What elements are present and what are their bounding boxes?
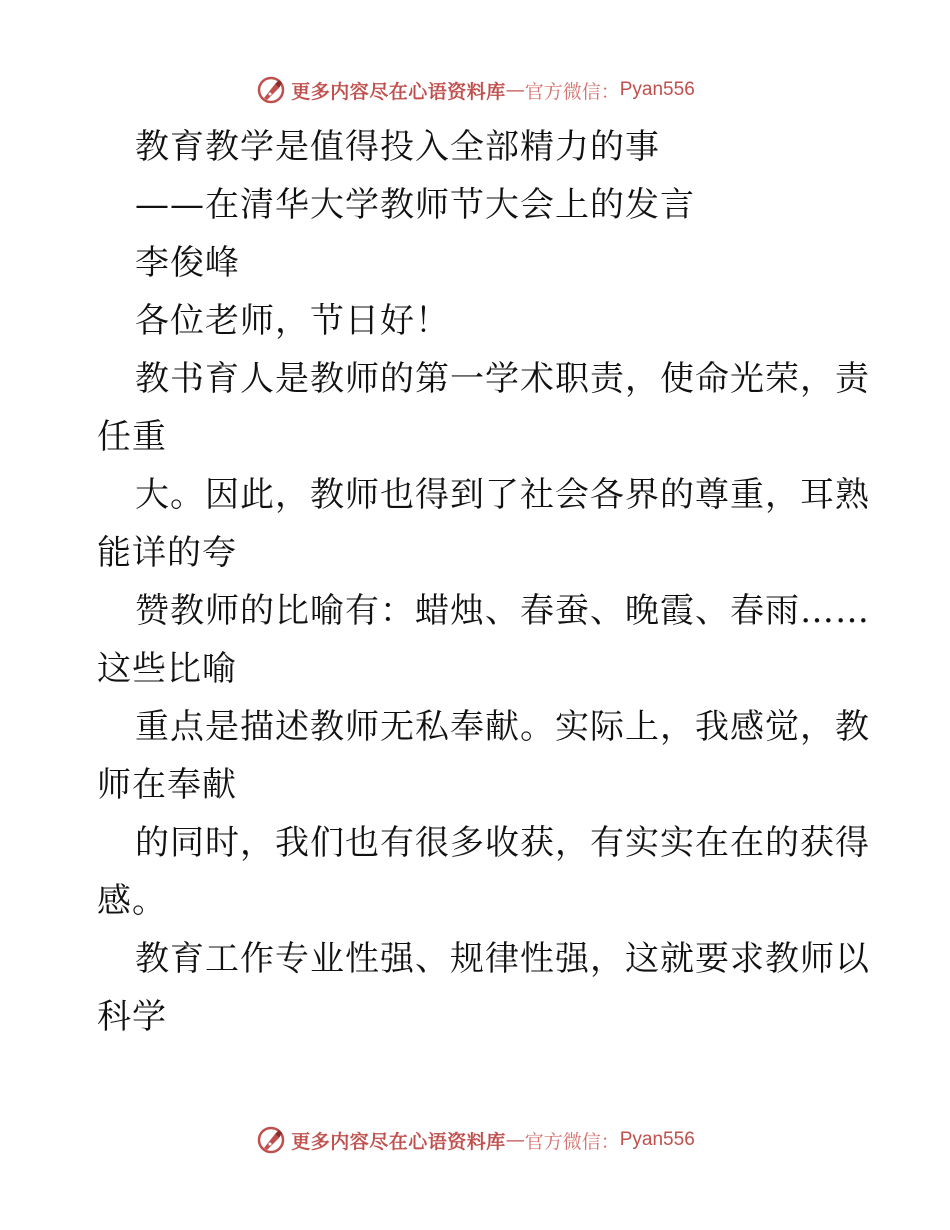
- banner-wechat-label: 官方微信：: [524, 80, 620, 103]
- document-body: [97, 118, 870, 1046]
- banner-dash: —: [505, 79, 525, 101]
- document-line: 能详的夸: [97, 533, 237, 573]
- banner-dash: —: [505, 1129, 525, 1151]
- document-line: 感。: [97, 881, 167, 921]
- header-banner: [0, 70, 950, 110]
- document-line: 科学: [97, 997, 167, 1037]
- document-line: 教书育人是教师的第一学术职责，使命光荣，责: [135, 359, 870, 399]
- document-line: 教育教学是值得投入全部精力的事: [135, 127, 660, 167]
- document-line: 师在奉献: [97, 765, 237, 805]
- banner-text: 更多内容尽在心语资料库: [291, 1130, 506, 1153]
- document-line: 重点是描述教师无私奉献。实际上，我感觉，教: [135, 707, 870, 747]
- document-line: 任重: [97, 417, 167, 457]
- pen-nib-logo-icon: [255, 74, 287, 106]
- document-line: 的同时，我们也有很多收获，有实实在在的获得: [135, 823, 870, 863]
- document-line: 大。因此，教师也得到了社会各界的尊重，耳熟: [135, 475, 870, 515]
- pen-nib-logo-icon: [255, 1124, 287, 1156]
- document-line: ——在清华大学教师节大会上的发言: [135, 185, 695, 225]
- banner-text: 更多内容尽在心语资料库: [291, 80, 506, 103]
- banner-wechat-id: Pyan556: [619, 79, 695, 100]
- document-line: 赞教师的比喻有：蜡烛、春蚕、晚霞、春雨……: [135, 591, 870, 631]
- document-line: 教育工作专业性强、规律性强，这就要求教师以: [135, 939, 870, 979]
- document-line: 李俊峰: [135, 243, 240, 283]
- footer-banner: [0, 1120, 950, 1160]
- banner-wechat-id: Pyan556: [619, 1129, 695, 1150]
- document-line: 这些比喻: [97, 649, 237, 689]
- document-line: 各位老师，节日好！: [135, 301, 450, 341]
- banner-wechat-label: 官方微信：: [524, 1130, 620, 1153]
